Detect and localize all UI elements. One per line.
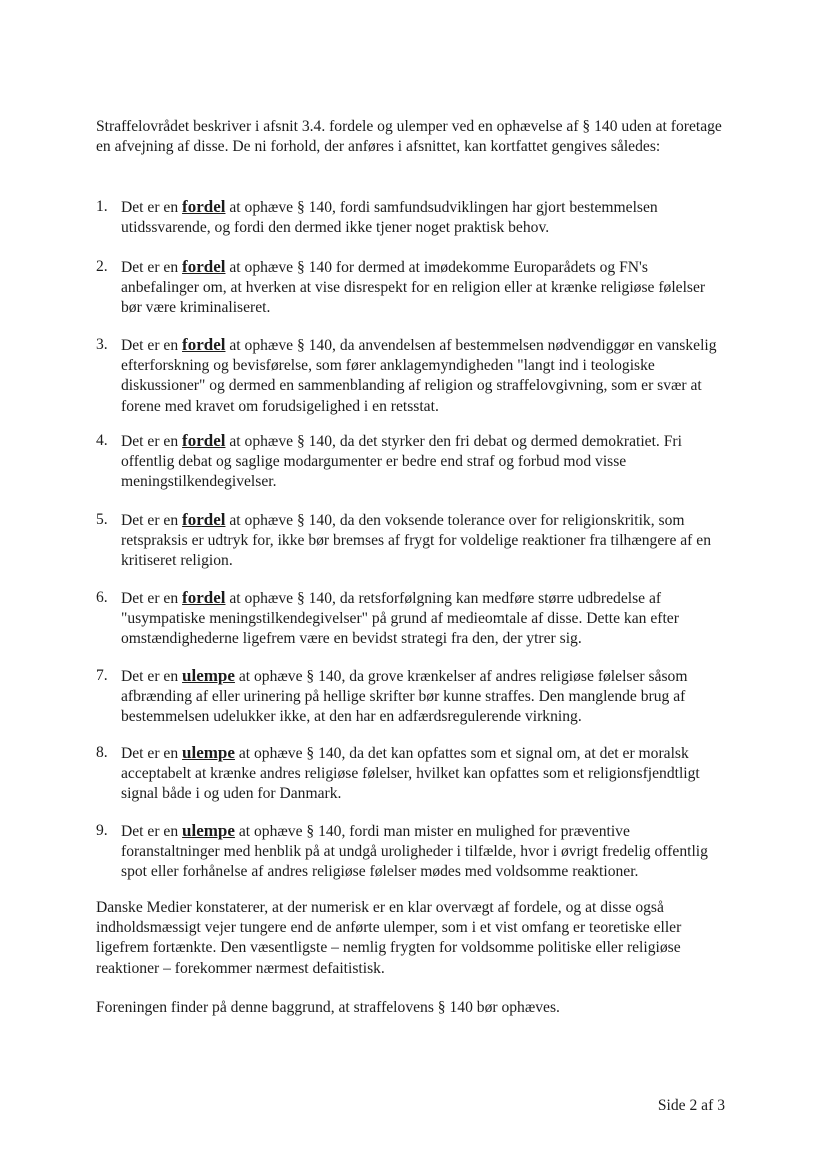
list-item-text: Det er en fordel at ophæve § 140 for dermed at imødekomme Europarådets og FN's anbefalinger om, at hverken at vise disrespekt for en religion eller at krænke religiøse følelser bør være kriminaliseret. bbox=[121, 257, 706, 317]
list-item-text: Det er en fordel at ophæve § 140, da retsforfølgning kan medføre større udbredelse af "usympatiske meningstilkendegivelser" på grund af medieomtale af disse. Dette kan efter omstændighederne ligefrem være en bevidst strategi fra den, der ytrer sig. bbox=[121, 588, 679, 648]
list-item-text: Det er en fordel at ophæve § 140, da det styrker den fri debat og dermed demokratiet. Fri offentlig debat og saglige modargumenter er bedre end straf og forbud mod visse meningstilkendegivelser. bbox=[121, 431, 682, 491]
keyword: fordel bbox=[182, 197, 226, 216]
list-item-text: Det er en ulempe at ophæve § 140, fordi man mister en mulighed for præventive foranstaltninger med henblik på at undgå uroligheder i tilfælde, hvor i øvrigt fredelig offentlig spot eller forhånelse af andres religiøse følelser mødes med voldsomme reaktioner. bbox=[121, 821, 708, 881]
keyword: fordel bbox=[182, 257, 226, 276]
list-number: 7. bbox=[96, 667, 108, 684]
intro-paragraph: Straffelovrådet beskriver i afsnit 3.4. fordele og ulemper ved en ophævelse af § 140 uden at foretage en afvejning af disse. De ni forhold, der anføres i afsnittet, kan kortfattet gengives således: bbox=[96, 118, 722, 156]
list-item-text: Det er en ulempe at ophæve § 140, da det kan opfattes som et signal om, at det er moralsk acceptabelt at krænke andres religiøse følelser, hvilket kan opfattes som et religionsfjendtligt signal både i og uden for Danmark. bbox=[121, 743, 700, 803]
keyword: ulempe bbox=[182, 821, 235, 840]
keyword: fordel bbox=[182, 588, 226, 607]
conclusion-paragraph: Danske Medier konstaterer, at der numerisk er en klar overvægt af fordele, og at disse også indholdsmæssigt vejer tungere end de anførte ulemper, som i et vist omfang er teoretiske eller ligefrem fortænkte. Den væsentligste – nemlig frygten for voldsomme politiske eller religiøse reaktioner – forekommer nærmest defaitistisk. bbox=[96, 899, 682, 977]
list-number: 4. bbox=[96, 432, 108, 449]
page-number: Side 2 af 3 bbox=[657, 1097, 725, 1114]
list-item-text: Det er en fordel at ophæve § 140, da anvendelsen af bestemmelsen nødvendiggør en vanskelig efterforskning og bevisførelse, som fører anklagemyndigheden "langt ind i teologiske diskussioner" og dermed en sammenblanding af religion og straffelovgivning, som er svær at forene med kravet om forudsigelighed i en retsstat. bbox=[121, 335, 717, 415]
list-item-text: Det er en fordel at ophæve § 140, fordi samfundsudviklingen har gjort bestemmelsen utidssvarende, og fordi den dermed ikke tjener noget praktisk behov. bbox=[121, 197, 658, 237]
list-item-text: Det er en fordel at ophæve § 140, da den voksende tolerance over for religionskritik, som retspraksis er udtryk for, ikke bør bremses af frygt for voldelige reaktioner fra tilhængere af en kritiseret religion. bbox=[121, 510, 711, 570]
keyword: ulempe bbox=[182, 666, 235, 685]
list-item-text: Det er en ulempe at ophæve § 140, da grove krænkelser af andres religiøse følelser såsom afbrænding af eller urinering på hellige skrifter bør kunne straffes. Den manglende brug af bestemmelsen udelukker ikke, at den har en adfærdsregulerende virkning. bbox=[121, 666, 688, 726]
list-number: 5. bbox=[96, 511, 108, 528]
list-number: 1. bbox=[96, 198, 108, 215]
keyword: fordel bbox=[182, 335, 226, 354]
keyword: fordel bbox=[182, 431, 226, 450]
list-number: 9. bbox=[96, 822, 108, 839]
list-number: 6. bbox=[96, 589, 108, 606]
final-paragraph: Foreningen finder på denne baggrund, at straffelovens § 140 bør ophæves. bbox=[96, 999, 560, 1016]
keyword: fordel bbox=[182, 510, 226, 529]
keyword: ulempe bbox=[182, 743, 235, 762]
list-number: 8. bbox=[96, 744, 108, 761]
list-number: 2. bbox=[96, 258, 108, 275]
list-number: 3. bbox=[96, 336, 108, 353]
